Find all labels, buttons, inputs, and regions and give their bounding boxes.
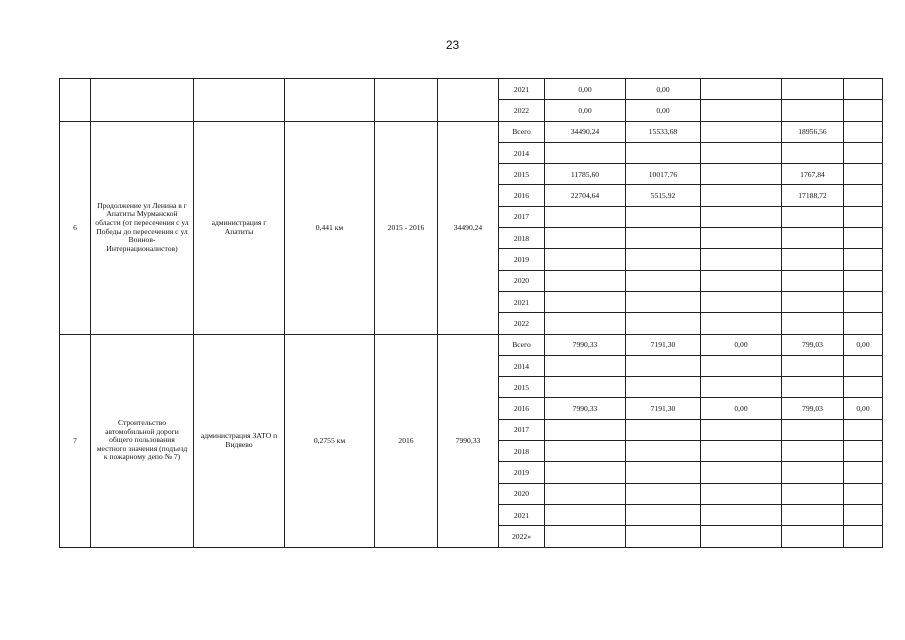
cell-other: [844, 185, 883, 206]
cell-year: 2019: [499, 462, 545, 483]
cell-reg: [701, 100, 782, 121]
cell-fed: [626, 355, 701, 376]
cell-fed: 10017,76: [626, 164, 701, 185]
cell-fed: [626, 228, 701, 249]
cell-reg: 0,00: [701, 334, 782, 355]
cell-capacity: [285, 79, 375, 122]
cell-fed: [626, 313, 701, 334]
cell-other: [844, 206, 883, 227]
cell-other: [844, 377, 883, 398]
cell-other: [844, 441, 883, 462]
cell-total: [545, 526, 626, 547]
cell-mun: 18956,56: [782, 121, 844, 142]
cell-year: 2021: [499, 79, 545, 100]
cell-fed: [626, 526, 701, 547]
cell-other: [844, 270, 883, 291]
cell-year: 2016: [499, 185, 545, 206]
cell-total: [545, 419, 626, 440]
cell-reg: 0,00: [701, 398, 782, 419]
cell-other: 0,00: [844, 334, 883, 355]
cell-total: [545, 483, 626, 504]
cell-reg: [701, 121, 782, 142]
cell-year: 2017: [499, 206, 545, 227]
cell-mun: 799,03: [782, 334, 844, 355]
cell-fed: 15533,68: [626, 121, 701, 142]
cell-reg: [701, 79, 782, 100]
cell-mun: 799,03: [782, 398, 844, 419]
cell-reg: [701, 142, 782, 163]
cell-cost: 34490,24: [438, 121, 499, 334]
cell-total: [545, 313, 626, 334]
cell-mun: [782, 483, 844, 504]
cell-object-name: [91, 79, 194, 122]
cell-year: Всего: [499, 121, 545, 142]
cell-other: [844, 483, 883, 504]
table-row: [60, 121, 883, 142]
cell-reg: [701, 419, 782, 440]
cell-other: [844, 504, 883, 525]
cell-period: [375, 79, 438, 122]
cell-other: [844, 142, 883, 163]
cell-year: 2015: [499, 164, 545, 185]
cell-year: 2022: [499, 313, 545, 334]
cell-other: 0,00: [844, 398, 883, 419]
cell-year: 2021: [499, 504, 545, 525]
cell-other: [844, 100, 883, 121]
cell-year: 2020: [499, 483, 545, 504]
cell-total: [545, 228, 626, 249]
cell-num: [60, 79, 91, 122]
table-row: [60, 79, 883, 100]
cell-other: [844, 121, 883, 142]
cell-total: 0,00: [545, 79, 626, 100]
cell-year: 2019: [499, 249, 545, 270]
cell-reg: [701, 270, 782, 291]
cell-fed: 7191,30: [626, 334, 701, 355]
cell-object-name: Строительство автомобильной дороги общего пользования местного значения (подъезд к пожарному депо № 7): [91, 334, 194, 547]
cell-total: 11785,60: [545, 164, 626, 185]
cell-fed: [626, 270, 701, 291]
cell-total: [545, 249, 626, 270]
cell-fed: 0,00: [626, 79, 701, 100]
cell-total: 22704,64: [545, 185, 626, 206]
cell-total: 0,00: [545, 100, 626, 121]
cell-year: 2014: [499, 142, 545, 163]
cell-other: [844, 249, 883, 270]
cell-executor: [194, 79, 285, 122]
cell-period: 2015 - 2016: [375, 121, 438, 334]
cell-fed: [626, 291, 701, 312]
cell-mun: [782, 355, 844, 376]
cell-reg: [701, 526, 782, 547]
cell-mun: [782, 526, 844, 547]
cell-reg: [701, 377, 782, 398]
cell-reg: [701, 164, 782, 185]
cell-other: [844, 462, 883, 483]
cell-reg: [701, 504, 782, 525]
cell-reg: [701, 483, 782, 504]
cell-fed: [626, 142, 701, 163]
cell-total: [545, 504, 626, 525]
cell-fed: 5515,92: [626, 185, 701, 206]
cell-reg: [701, 441, 782, 462]
cell-mun: [782, 313, 844, 334]
cell-mun: [782, 377, 844, 398]
cell-reg: [701, 228, 782, 249]
cell-mun: 17188,72: [782, 185, 844, 206]
cell-year: 2020: [499, 270, 545, 291]
cell-reg: [701, 355, 782, 376]
cell-mun: [782, 100, 844, 121]
cell-other: [844, 355, 883, 376]
cell-mun: [782, 462, 844, 483]
cell-total: [545, 270, 626, 291]
cell-year: 2016: [499, 398, 545, 419]
cell-other: [844, 291, 883, 312]
table-body: [60, 79, 883, 548]
cell-other: [844, 313, 883, 334]
cell-fed: 7191,30: [626, 398, 701, 419]
funding-table: [59, 78, 883, 548]
cell-other: [844, 79, 883, 100]
cell-fed: [626, 462, 701, 483]
table-row: [60, 334, 883, 355]
cell-total: [545, 355, 626, 376]
cell-year: 2014: [499, 355, 545, 376]
page-number: 23: [445, 38, 460, 52]
cell-fed: [626, 504, 701, 525]
cell-total: 7990,33: [545, 334, 626, 355]
cell-year: 2017: [499, 419, 545, 440]
cell-year: 2018: [499, 228, 545, 249]
cell-total: [545, 441, 626, 462]
cell-year: 2015: [499, 377, 545, 398]
cell-fed: [626, 249, 701, 270]
cell-reg: [701, 291, 782, 312]
cell-fed: [626, 483, 701, 504]
cell-mun: [782, 79, 844, 100]
cell-fed: 0,00: [626, 100, 701, 121]
cell-year: Всего: [499, 334, 545, 355]
cell-year: 2022: [499, 100, 545, 121]
cell-fed: [626, 377, 701, 398]
cell-mun: [782, 228, 844, 249]
cell-reg: [701, 185, 782, 206]
cell-cost: [438, 79, 499, 122]
cell-capacity: 0,2755 км: [285, 334, 375, 547]
cell-total: [545, 142, 626, 163]
cell-fed: [626, 441, 701, 462]
cell-mun: [782, 206, 844, 227]
cell-period: 2016: [375, 334, 438, 547]
cell-reg: [701, 206, 782, 227]
cell-mun: [782, 249, 844, 270]
cell-executor: администрация ЗАТО п Видяево: [194, 334, 285, 547]
cell-cost: 7990,33: [438, 334, 499, 547]
cell-reg: [701, 313, 782, 334]
cell-year: 2021: [499, 291, 545, 312]
cell-mun: [782, 419, 844, 440]
cell-year: 2022»: [499, 526, 545, 547]
cell-reg: [701, 249, 782, 270]
cell-fed: [626, 206, 701, 227]
cell-mun: [782, 291, 844, 312]
cell-other: [844, 526, 883, 547]
cell-other: [844, 164, 883, 185]
cell-mun: [782, 270, 844, 291]
cell-num: 7: [60, 334, 91, 547]
cell-mun: 1767,84: [782, 164, 844, 185]
cell-total: [545, 291, 626, 312]
cell-fed: [626, 419, 701, 440]
cell-other: [844, 228, 883, 249]
cell-mun: [782, 504, 844, 525]
cell-total: 7990,33: [545, 398, 626, 419]
cell-reg: [701, 462, 782, 483]
cell-mun: [782, 142, 844, 163]
cell-year: 2018: [499, 441, 545, 462]
cell-executor: администрация г Апатиты: [194, 121, 285, 334]
cell-total: 34490,24: [545, 121, 626, 142]
cell-total: [545, 206, 626, 227]
cell-mun: [782, 441, 844, 462]
cell-total: [545, 462, 626, 483]
cell-object-name: Продолжение ул Ленина в г Апатиты Мурманской области (от пересечения с ул Победы до пересечения с ул Воинов-Интернационалистов): [91, 121, 194, 334]
cell-num: 6: [60, 121, 91, 334]
cell-total: [545, 377, 626, 398]
cell-capacity: 0,441 км: [285, 121, 375, 334]
cell-other: [844, 419, 883, 440]
